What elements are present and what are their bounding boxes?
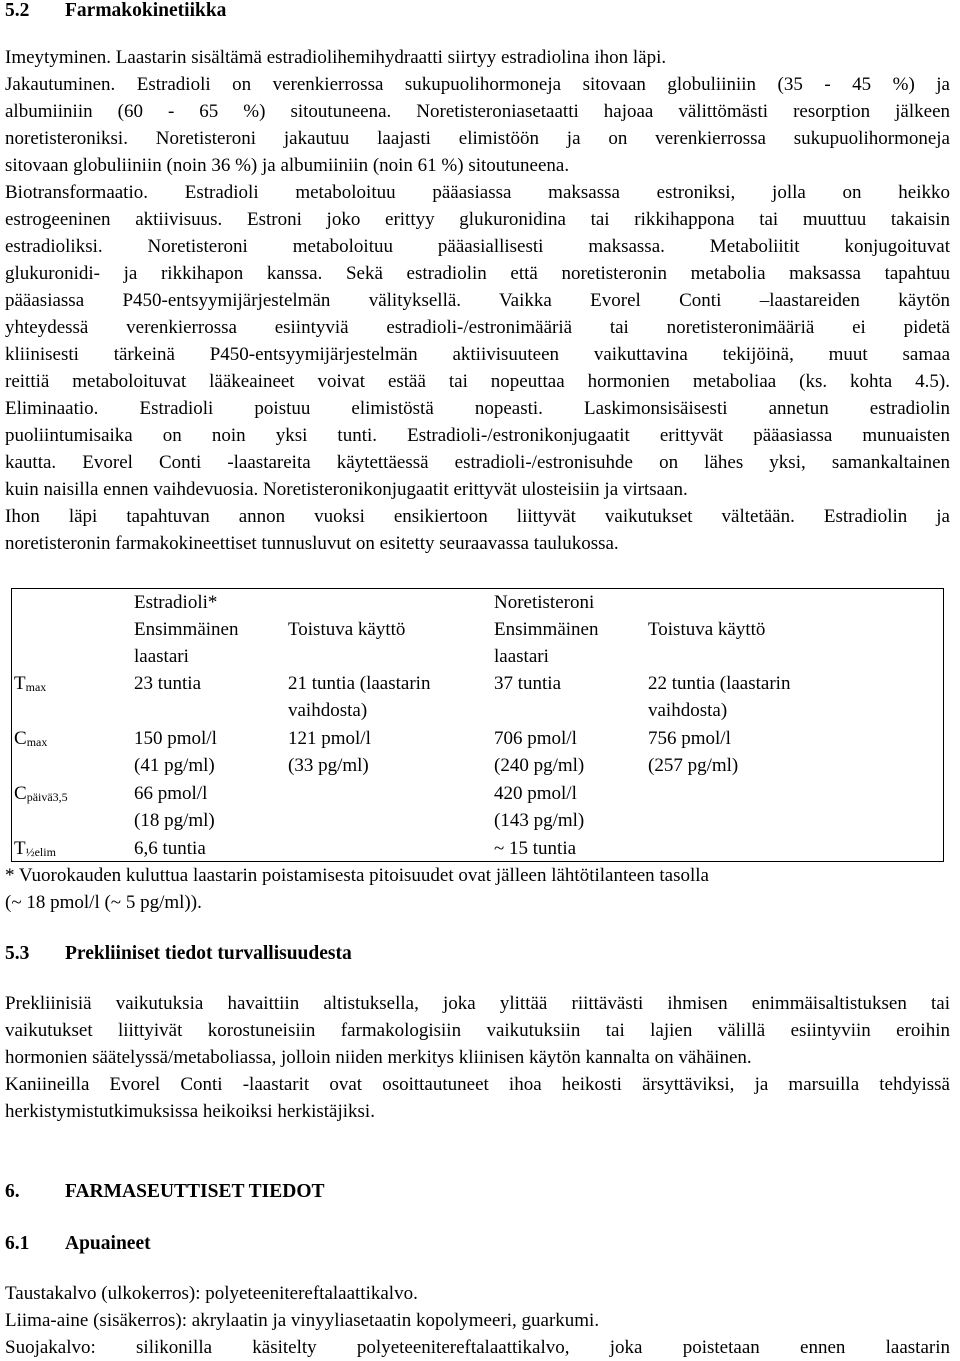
section-number: 5.3 [5,943,30,964]
table-row-label-thalf: $T_{\frac{1}{2}elim}$ [14,838,56,859]
table-row-label-tmax: $T_{max}$ [14,673,47,694]
section-heading-5-2 [5,0,226,22]
text-line: puoliintumisaika on noin yksi tunti. Estradioli-/estronikonjugaatit erittyvät pääasiassa munuaisten [5,425,950,446]
text-line: noretisteronin farmakokineettiset tunnusluvut on esitetty seuraavassa taulukossa. [5,533,619,554]
text-line: Biotransformaatio. Estradioli metaboloituu pääasiassa maksassa estroniksi, jolla on heikko [5,182,950,203]
text-line: (~ 18 pmol/l (~ 5 pg/ml)). [5,892,202,913]
table-col-header-repeat-use: Toistuva käyttö [648,619,766,640]
table-cell: 66 pmol/l (18 pg/ml) [134,783,215,831]
table-cell: 23 tuntia [134,673,202,694]
table-cell: ~ 15 tuntia [494,838,577,859]
table-cell: 121 pmol/l (33 pg/ml) [288,728,371,776]
section-heading-5-3 [5,943,352,965]
text-line: kuin naisilla ennen vaihdevuosia. Noretisteronikonjugaatit erittyvät ulosteisiin ja virtsaan. [5,479,688,500]
pharmacokinetics-paragraph [5,44,950,557]
text-line: noretisteroniksi. Noretisteroni jakautuu laajasti elimistöön ja on verenkierrossa sukupuolihormoneja [5,128,950,149]
text-line: Eliminaatio. Estradioli poistuu elimistöstä nopeasti. Laskimonsisäisesti annetun estradiolin [5,398,950,419]
text-line: hormonien säätelyssä/metaboliassa, jolloin niiden merkitys kliinisen käytön kannalta on vähäinen. [5,1047,752,1068]
text-line: Suojakalvo: silikonilla käsitelty polyeteenitereftalaattikalvo, joka poistetaan ennen laastarin [5,1337,950,1358]
section-number: 5.2 [5,0,30,21]
table-group-header-estradioli: Estradioli* [134,592,218,613]
text-line: kautta. Evorel Conti -laastareita käytettäessä estradioli-/estronisuhde on lähes yksi, samankaltainen [5,452,950,473]
pharmacokinetic-table [11,588,944,862]
text-line: kliinisesti tärkeinä P450-entsyymijärjestelmän aktiivisuuteen vaikuttavina tekijöinä, muut samaa [5,344,950,365]
text-line: albumiiniin (60 - 65 %) sitoutuneena. Noretisteroniasetaatti hajoaa välittömästi resorption jälkeen [5,101,950,122]
text-line: pääasiassa P450-entsyymijärjestelmän välityksellä. Vaikka Evorel Conti –laastareiden käytön [5,290,950,311]
section-heading-6 [5,1181,325,1203]
preclinical-paragraph [5,990,950,1125]
table-col-header-first-patch: Ensimmäinen laastari [494,619,599,667]
table-col-header-first-patch: Ensimmäinen laastari [134,619,239,667]
text-line: Taustakalvo (ulkokerros): polyeteenitereftalaattikalvo. [5,1283,418,1304]
table-cell: 420 pmol/l (143 pg/ml) [494,783,585,831]
text-line: Kaniineilla Evorel Conti -laastarit ovat osoittautuneet ihoa heikosti ärsyttäviksi, ja marsuilla tehdyissä [5,1074,950,1095]
section-heading-6-1 [5,1233,151,1255]
table-cell: 6,6 tuntia [134,838,206,859]
text-line: Liima-aine (sisäkerros): akrylaatin ja vinyyliasetaatin kopolymeeri, guarkumi. [5,1310,600,1331]
section-number: 6. [5,1181,20,1202]
excipients-list [5,1280,950,1361]
text-line: Jakautuminen. Estradioli on verenkierrossa sukupuolihormoneja sitovaan globuliiniin (35 - 45 %) ja [5,74,950,95]
section-title: Prekliiniset tiedot turvallisuudesta [65,943,352,964]
table-row-label-cmax: $C_{max}$ [14,728,48,749]
section-title: Apuaineet [65,1233,151,1254]
section-title: FARMASEUTTISET TIEDOT [65,1181,325,1202]
table-cell: 22 tuntia (laastarin vaihdosta) [648,673,791,721]
table-col-header-repeat-use: Toistuva käyttö [288,619,406,640]
table-cell: 21 tuntia (laastarin vaihdosta) [288,673,431,721]
text-line: reittiä metaboloituvat lääkeaineet voivat estää tai nopeuttaa hormonien metaboliaa (ks. kohta 4.5). [5,371,950,392]
text-line: Imeytyminen. Laastarin sisältämä estradiolihemihydraatti siirtyy estradiolina ihon läpi. [5,47,667,68]
text-line: vaikutukset liittyivät korostuneisiin farmakologisiin vaikutuksiin tai lajien välillä esiintyviin eroihin [5,1020,950,1041]
text-line: Prekliinisiä vaikutuksia havaittiin altistuksella, joka ylittää riittävästi ihmisen enimmäisaltistuksen tai [5,993,950,1014]
section-title: Farmakokinetiikka [65,0,227,21]
text-line: sitovaan globuliiniin (noin 36 %) ja albumiiniin (noin 61 %) sitoutuneena. [5,155,570,176]
table-cell: 150 pmol/l (41 pg/ml) [134,728,217,776]
table-row-label-cday: $C_{päivä3,5}$ [14,783,68,804]
table-cell: 756 pmol/l (257 pg/ml) [648,728,739,776]
section-number: 6.1 [5,1233,30,1254]
table-cell: 706 pmol/l (240 pg/ml) [494,728,585,776]
text-line: * Vuorokauden kuluttua laastarin poistamisesta pitoisuudet ovat jälleen lähtötilanteen tasolla [5,865,709,886]
text-line: yhteydessä verenkierrossa esiintyviä estradioli-/estronimääriä tai noretisteronimääriä ei pidetä [5,317,950,338]
text-line: estrogeeninen aktiivisuus. Estroni joko erittyy glukuronidina tai rikkihappona tai muuttuu takaisin [5,209,950,230]
table-group-header-noretisteroni: Noretisteroni [494,592,595,613]
table-footnote [5,862,950,916]
table-cell: 37 tuntia [494,673,562,694]
text-line: estradioliksi. Noretisteroni metaboloituu pääasiallisesti maksassa. Metaboliitit konjugoituvat [5,236,950,257]
text-line: glukuronidi- ja rikkihapon kanssa. Sekä estradiolin että noretisteronin metabolia maksassa tapahtuu [5,263,950,284]
text-line: herkistymistutkimuksissa heikoiksi herkistäjiksi. [5,1101,375,1122]
text-line: Ihon läpi tapahtuvan annon vuoksi ensikiertoon liittyvät vaikutukset vältetään. Estradiolin ja [5,506,950,527]
